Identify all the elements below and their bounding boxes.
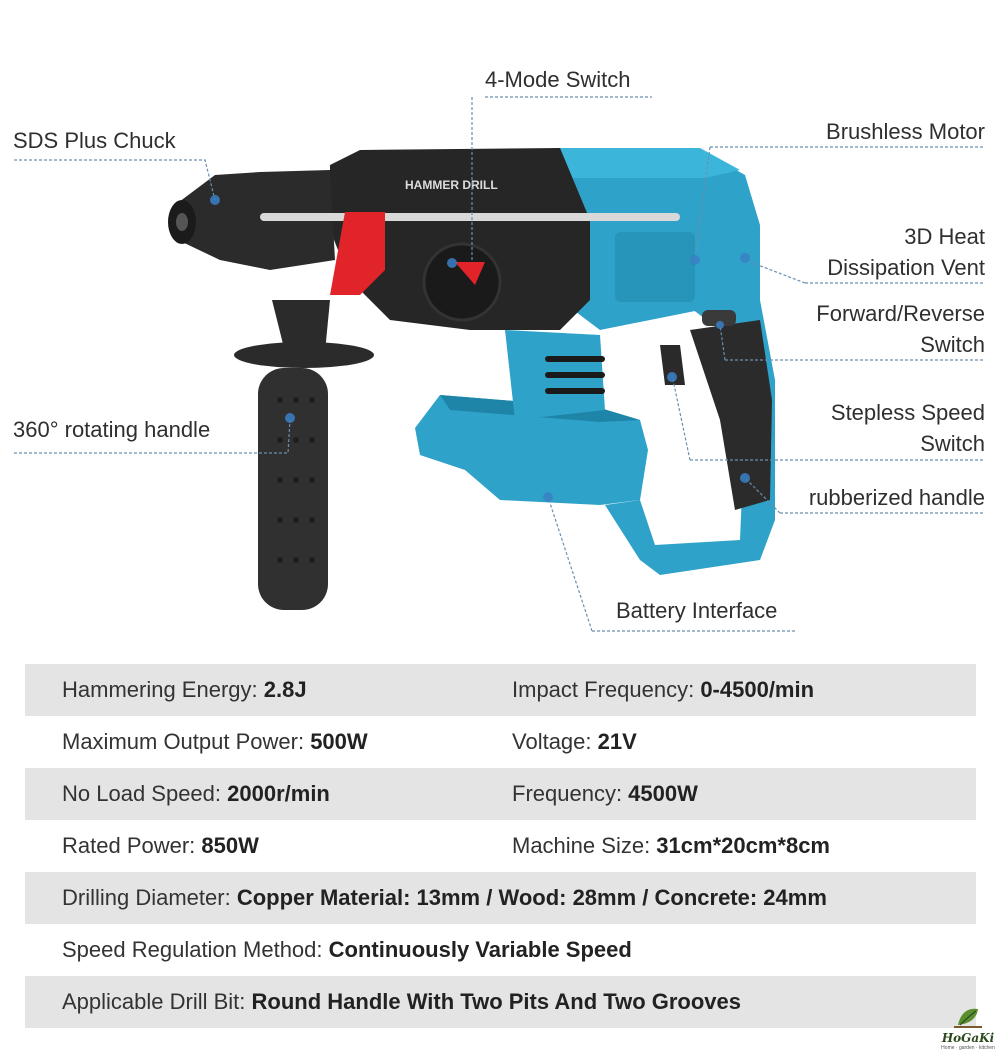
spec-table	[25, 664, 976, 1028]
callout-rubber-handle: rubberized handle	[808, 485, 985, 510]
callout-speed-line2: Switch	[920, 431, 985, 456]
mode-dot	[447, 258, 457, 268]
motor-dot	[690, 255, 700, 265]
callout-fr-line2: Switch	[920, 332, 985, 357]
spec-cell: Impact Frequency: 0-4500/min	[512, 677, 815, 702]
spec-cell: No Load Speed: 2000r/min	[62, 781, 330, 806]
spec-row	[25, 716, 976, 768]
spec-row	[25, 976, 976, 1028]
spec-row	[25, 664, 976, 716]
callout-mode-switch: 4-Mode Switch	[485, 67, 631, 92]
callout-heat-line1: 3D Heat	[904, 224, 985, 249]
spec-cell: Frequency: 4500W	[512, 781, 698, 806]
spec-cell: Applicable Drill Bit: Round Handle With Two Pits And Two Grooves	[62, 989, 742, 1014]
leaf-logo-icon	[940, 1003, 996, 1031]
spec-cell: Machine Size: 31cm*20cm*8cm	[512, 833, 830, 858]
callout-heat-line2: Dissipation Vent	[827, 255, 985, 280]
rubber-dot	[740, 473, 750, 483]
logo-tagline: Home · garden · kitchen	[941, 1045, 995, 1051]
mode-switch-dial	[424, 244, 500, 320]
callout-chuck: SDS Plus Chuck	[13, 128, 176, 153]
rotating-handle-grip	[258, 368, 328, 610]
brand-logo	[940, 1003, 996, 1051]
logo-name: HoGaKi	[941, 1031, 995, 1045]
tool-label: HAMMER DRILL	[405, 178, 498, 192]
callout-motor: Brushless Motor	[826, 119, 985, 144]
spec-row	[25, 924, 976, 976]
battery-dot	[543, 492, 553, 502]
chuck-dot	[210, 195, 220, 205]
fr-dot	[716, 321, 724, 329]
spec-cell: Speed Regulation Method: Continuously Variable Speed	[62, 937, 632, 962]
callout-rotating-handle: 360° rotating handle	[13, 417, 211, 442]
callout-battery: Battery Interface	[616, 598, 778, 623]
spec-cell: Voltage: 21V	[512, 729, 637, 754]
spec-cell: Rated Power: 850W	[62, 833, 259, 858]
callout-fr-line1: Forward/Reverse	[816, 301, 985, 326]
spec-row	[25, 872, 976, 924]
spec-cell: Hammering Energy: 2.8J	[62, 677, 307, 702]
spec-cell: Drilling Diameter: Copper Material: 13mm / Wood: 28mm / Concrete: 24mm	[62, 885, 827, 910]
handle-dot	[285, 413, 295, 423]
spec-row	[25, 820, 976, 872]
callout-speed-line1: Stepless Speed	[830, 400, 985, 425]
vent-dot	[740, 253, 750, 263]
spec-row	[25, 768, 976, 820]
speed-dot	[667, 372, 677, 382]
spec-cell: Maximum Output Power: 500W	[62, 729, 368, 754]
